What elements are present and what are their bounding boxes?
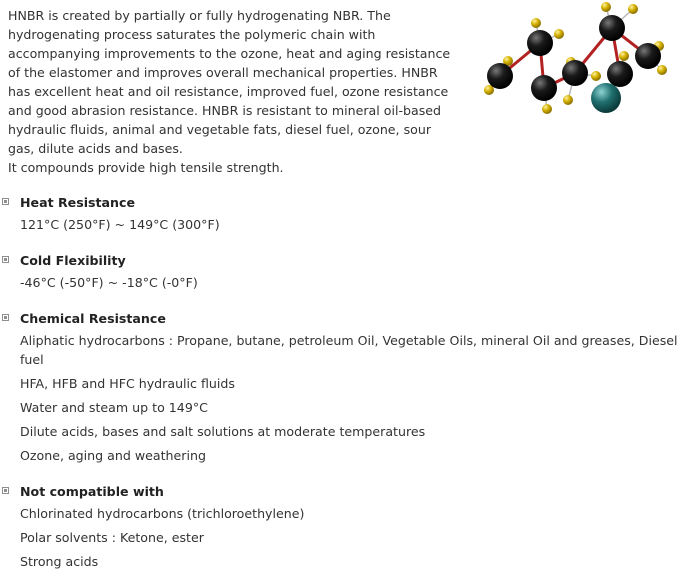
list-item: Dilute acids, bases and salt solutions at moderate temperatures xyxy=(20,424,426,439)
list-item: -46°C (-50°F) ~ -18°C (-0°F) xyxy=(20,275,198,290)
intro-line: It compounds provide high tensile strength. xyxy=(8,160,284,175)
list-item: Polar solvents : Ketone, ester xyxy=(20,530,204,545)
square-bullet-icon xyxy=(2,314,9,321)
square-bullet-icon xyxy=(2,256,9,263)
list-item: Aliphatic hydrocarbons : Propane, butane, petroleum Oil, Vegetable Oils, mineral Oil and greases, Diesel fuel xyxy=(20,333,678,367)
section-title: Heat Resistance xyxy=(20,195,136,210)
section-title: Cold Flexibility xyxy=(20,253,126,268)
list-item: Water and steam up to 149°C xyxy=(20,400,208,415)
intro-line: hydrogenating process saturates the polymeric chain with xyxy=(8,27,376,42)
list-item: Ozone, aging and weathering xyxy=(20,448,206,463)
list-item: Chlorinated hydrocarbons (trichloroethylene) xyxy=(20,506,305,521)
nitrogen-atom xyxy=(591,83,621,113)
list-item: HFA, HFB and HFC hydraulic fluids xyxy=(20,376,235,391)
intro-line: accompanying improvements to the ozone, heat and aging resistance xyxy=(8,46,451,61)
intro-paragraph xyxy=(8,6,458,177)
square-bullet-icon xyxy=(2,487,9,494)
intro-line: of the elastomer and improves overall mechanical properties. HNBR xyxy=(8,65,438,80)
hnbr-molecule-image xyxy=(478,0,680,130)
square-bullet-icon xyxy=(2,198,9,205)
intro-line: has excellent heat and oil resistance, improved fuel, ozone resistance xyxy=(8,84,449,99)
intro-line: hydraulic fluids, animal and vegetable fats, diesel fuel, ozone, sour xyxy=(8,122,431,137)
section-title: Not compatible with xyxy=(20,484,164,499)
list-item: 121°C (250°F) ~ 149°C (300°F) xyxy=(20,217,220,232)
section-title: Chemical Resistance xyxy=(20,311,166,326)
list-item: Strong acids xyxy=(20,554,99,569)
intro-line: HNBR is created by partially or fully hydrogenating NBR. The xyxy=(8,8,391,23)
intro-line: and good abrasion resistance. HNBR is resistant to mineral oil-based xyxy=(8,103,442,118)
intro-line: gas, dilute acids and bases. xyxy=(8,141,183,156)
